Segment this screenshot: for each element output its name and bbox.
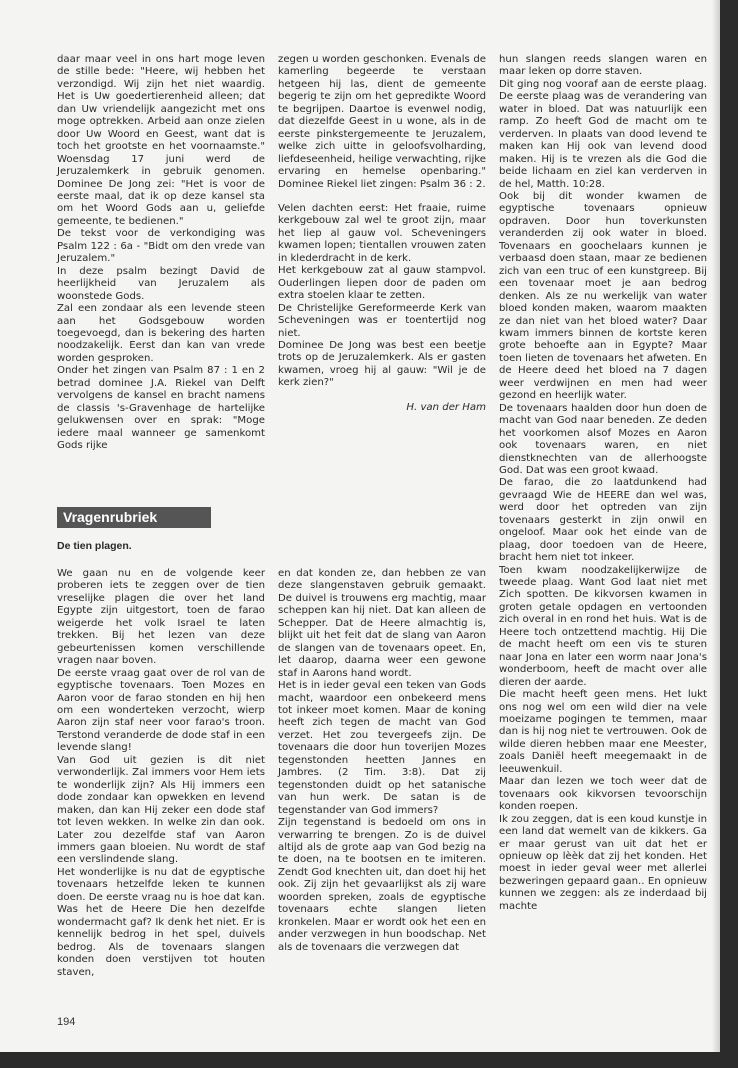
article-title: De tien plagen.	[57, 540, 132, 552]
column-1-bottom	[57, 568, 265, 979]
paragraph: Dominee De Jong was best een beetje trots op de Jeruzalemkerk. Als er gasten kwamen, vroeg hij al gauw: "Wil je de kerk zien?"	[278, 339, 486, 389]
paragraph: Velen dachten eerst: Het fraaie, ruime kerkgebouw zal wel te groot zijn, maar het liep al gauw vol. Scheveningers kwamen lopen; tientallen vrouwen zaten in klederdracht in de kerk.	[278, 202, 486, 264]
paragraph: Ook bij dit wonder kwamen de egyptische tovenaars opnieuw opdraven. Door hun toverkunsten veranderden zij ook water in bloed. Tovenaars en goochelaars kunnen je verbaasd doen staan, maar ze bedienen zich van een truc of een kunstgreep. Bij een tovenaar moet je aan bedrog denken. Als ze nu werkelijk van water bloed konden maken, waarom maakten ze dan niet van het bloed water? Daar kwam immers binnen de kortste keren grote behoefte aan in Egypte? Maar toen lieten de tovenaars het afweten. En de Heere deed het bloed na 7 dagen weer verdwijnen en men had weer gezond en heerlijk water.	[499, 190, 707, 402]
column-1-top	[57, 54, 265, 453]
paragraph: daar maar veel in ons hart moge leven de stille bede: "Heere, wij hebben het verzondigd. Wij zijn het niet waardig. Het is Uw goedertierenheid alleen; dat dan Uw vriendelijk aangezicht met ons moge optrekken. Arbeid aan onze zielen door Uw Woord en Geest, want dat is toch het grootste en het voornaamste." Woensdag 17 juni werd de Jeruzalemkerk in gebruik genomen. Dominee De Jong zei: "Het is voor de eerste maal, dat ik op deze kansel sta om het Woord Gods aan u, geliefde gemeente, te bedienen."	[57, 54, 265, 227]
column-2-bottom	[278, 568, 486, 954]
page-edge-shadow	[712, 0, 720, 1052]
paragraph: Het wonderlijke is nu dat de egyptische tovenaars hetzelfde leken te kunnen doen. De eerste vraag nu is hoe dat kan. Was het de Heere Die hen dezelfde wondermacht gaf? Ik denk het niet. Er is kennelijk bedrog in het spel, duivels bedrog. Als de tovenaars slangen konden doen verstijven tot houten staven,	[57, 866, 265, 978]
page-number: 194	[57, 1016, 76, 1028]
section-title: Vragenrubriek	[63, 509, 158, 525]
section-header-bar	[57, 507, 211, 528]
paragraph: Die macht heeft geen mens. Het lukt ons nog wel om een wild dier na vele moeizame pogingen te temmen, maar dan is hij nog niet te vertrouwen. Ook de wilde dieren hebben maar ene Meester, zoals Daniël heeft meegemaakt in de leeuwenkuil.	[499, 689, 707, 775]
paragraph: Zal een zondaar als een levende steen aan het Godsgebouw worden toegevoegd, dan is bekering des harten noodzakelijk. Eerst dan kan van vrede worden gesproken.	[57, 303, 265, 364]
paragraph: Dit ging nog vooraf aan de eerste plaag. De eerste plaag was de verandering van water in bloed. Dat was natuurlijk een ramp. Zo heeft God de macht om te verderven. In plaats van dood levend te maken kan Hij ook van levend dood maken. Hij is te vrezen als die God die beide lichaam en ziel kan verderven in de hel, Matth. 10:28.	[499, 78, 707, 190]
paragraph: In deze psalm bezingt David de heerlijkheid van Jeruzalem als woonstede Gods.	[57, 265, 265, 302]
paragraph: Maar dan lezen we toch weer dat de tovenaars ook kikvorsen tevoorschijn konden roepen.	[499, 776, 707, 813]
paragraph: zegen u worden geschonken. Evenals de kamerling begeerde te verstaan hetgeen hij las, dient de gemeente begerig te zijn om het gepredikte Woord te begrijpen. Daartoe is evenwel nodig, dat diezelfde Geest in u wone, als in de eerste pinkstergemeente te Jeruzalem, welke zich uitte in geloofsvolharding, liefdeseenheid, heilige verwachting, rijke ervaring en hemelse openbaring." Dominee Riekel liet zingen: Psalm 36 : 2.	[278, 54, 486, 190]
paragraph: We gaan nu en de volgende keer proberen iets te zeggen over de tien vreselijke plagen die over het land Egypte zijn uitgestort, toen de farao weigerde het volk Israel te laten trekken. Bij het lezen van deze gebeurtenissen komen verschillende vragen naar boven.	[57, 568, 265, 667]
paragraph: De tovenaars haalden door hun doen de macht van God naar beneden. Ze deden het voorkomen alsof Mozes en Aaron ook tovenaars waren, en niet dienstknechten van de allerhoogste God. Dat was een groot kwaad.	[499, 402, 707, 476]
paragraph: De farao, die zo laatdunkend had gevraagd Wie de HEERE dan wel was, werd door het optreden van zijn tovenaars gesterkt in zijn onwil en ongeloof. Maar ook het einde van de plaag, door toedoen van de Heere, bracht hem niet tot inkeer.	[499, 477, 707, 564]
paragraph: en dat konden ze, dan hebben ze van deze slangenstaven gebruik gemaakt. De duivel is trouwens erg machtig, maar scheppen kan hij niet. Dat kan alleen de Schepper. Dat de Heere almachtig is, blijkt uit het feit dat de slang van Aaron de slangen van de tovenaars opeet. En, let daarop, daarna weer een gewone staf in Aarons hand wordt.	[278, 568, 486, 679]
author-signature: H. van der Ham	[406, 401, 486, 413]
paragraph: De Christelijke Gereformeerde Kerk van Scheveningen was er toentertijd nog niet.	[278, 302, 486, 339]
paragraph: Ik zou zeggen, dat is een koud kunstje in een land dat wemelt van de kikkers. Ga er maar gerust van uit dat het er opnieuw op lèèk dat zij het konden. Het moest in ieder geval weer met allerlei bezweringen gepaard gaan.. En opnieuw kunnen we zeggen: als ze inderdaad bij machte	[499, 813, 707, 912]
paragraph: hun slangen reeds slangen waren en maar leken op dorre staven.	[499, 54, 707, 78]
paragraph: Het kerkgebouw zat al gauw stampvol. Ouderlingen liepen door de paden om extra stoelen klaar te zetten.	[278, 265, 486, 302]
paragraph: De tekst voor de verkondiging was Psalm 122 : 6a - "Bidt om den vrede van Jeruzalem."	[57, 228, 265, 265]
paragraph: De eerste vraag gaat over de rol van de egyptische tovenaars. Toen Mozes en Aaron voor de farao stonden en hij hen om een wonderteken verzocht, wierp Aaron zijn staf neer voor farao's troon. Terstond veranderde de dode staf in een levende slang!	[57, 667, 265, 754]
paragraph: Toen kwam noodzakelijkerwijze de tweede plaag. Want God laat niet met Zich spotten. De kikvorsen kwamen in groten getale opdagen en vertoonden zich overal in en rond het huis. Wat is de Heere toch ontzettend machtig. Hij Die de macht heeft om een vis te sturen naar Jona en later een worm naar Jona's wonderboom, heeft de macht over alle dieren der aarde.	[499, 564, 707, 688]
column-2-top	[278, 54, 486, 414]
paragraph: Het is in ieder geval een teken van Gods macht, waardoor een onbekeerd mens tot inkeer moet komen. Maar de koning heeft zich tegen de macht van God verzet. Het zou tevergeefs zijn. De tovenaars die door hun toverijen Mozes tegenstonden heetten Jannes en Jambres. (2 Tim. 3:8). Dat zij tegenstonden duidt op het satanische van hun werk. De satan is de tegenstander van God immers?	[278, 680, 486, 816]
paragraph: Van God uit gezien is dit niet verwonderlijk. Zal immers voor Hem iets te wonderlijk zijn? Als Hij immers een dode zondaar kan opwekken en levend maken, dan kan Hij zeker een dode staf tot leven wekken. In welke zin dan ook. Later zou dezelfde staf van Aaron immers gaan bloeien. Nu wordt de staf een verslindende slang.	[57, 754, 265, 866]
paragraph: Onder het zingen van Psalm 87 : 1 en 2 betrad dominee J.A. Riekel van Delft vervolgens de kansel en bracht namens de classis 's-Gravenhage de hartelijke gelukwensen over en sprak: "Moge iedere maal wanneer ge samenkomt Gods rijke	[57, 365, 265, 452]
paragraph: Zijn tegenstand is bedoeld om ons in verwarring te brengen. Zo is de duivel altijd als de grote aap van God bezig na te doen, na te bootsen en te imiteren. Zendt God knechten uit, dan doet hij het ook. Zij zijn het gevaarlijkst als zij ware woorden spreken, zoals de egyptische tovenaars echte slangen lieten kronkelen. Maar er wordt ook het een en ander verzwegen in hun boodschap. Net als de tovenaars die verzwegen dat	[278, 817, 486, 953]
column-3	[499, 54, 707, 913]
